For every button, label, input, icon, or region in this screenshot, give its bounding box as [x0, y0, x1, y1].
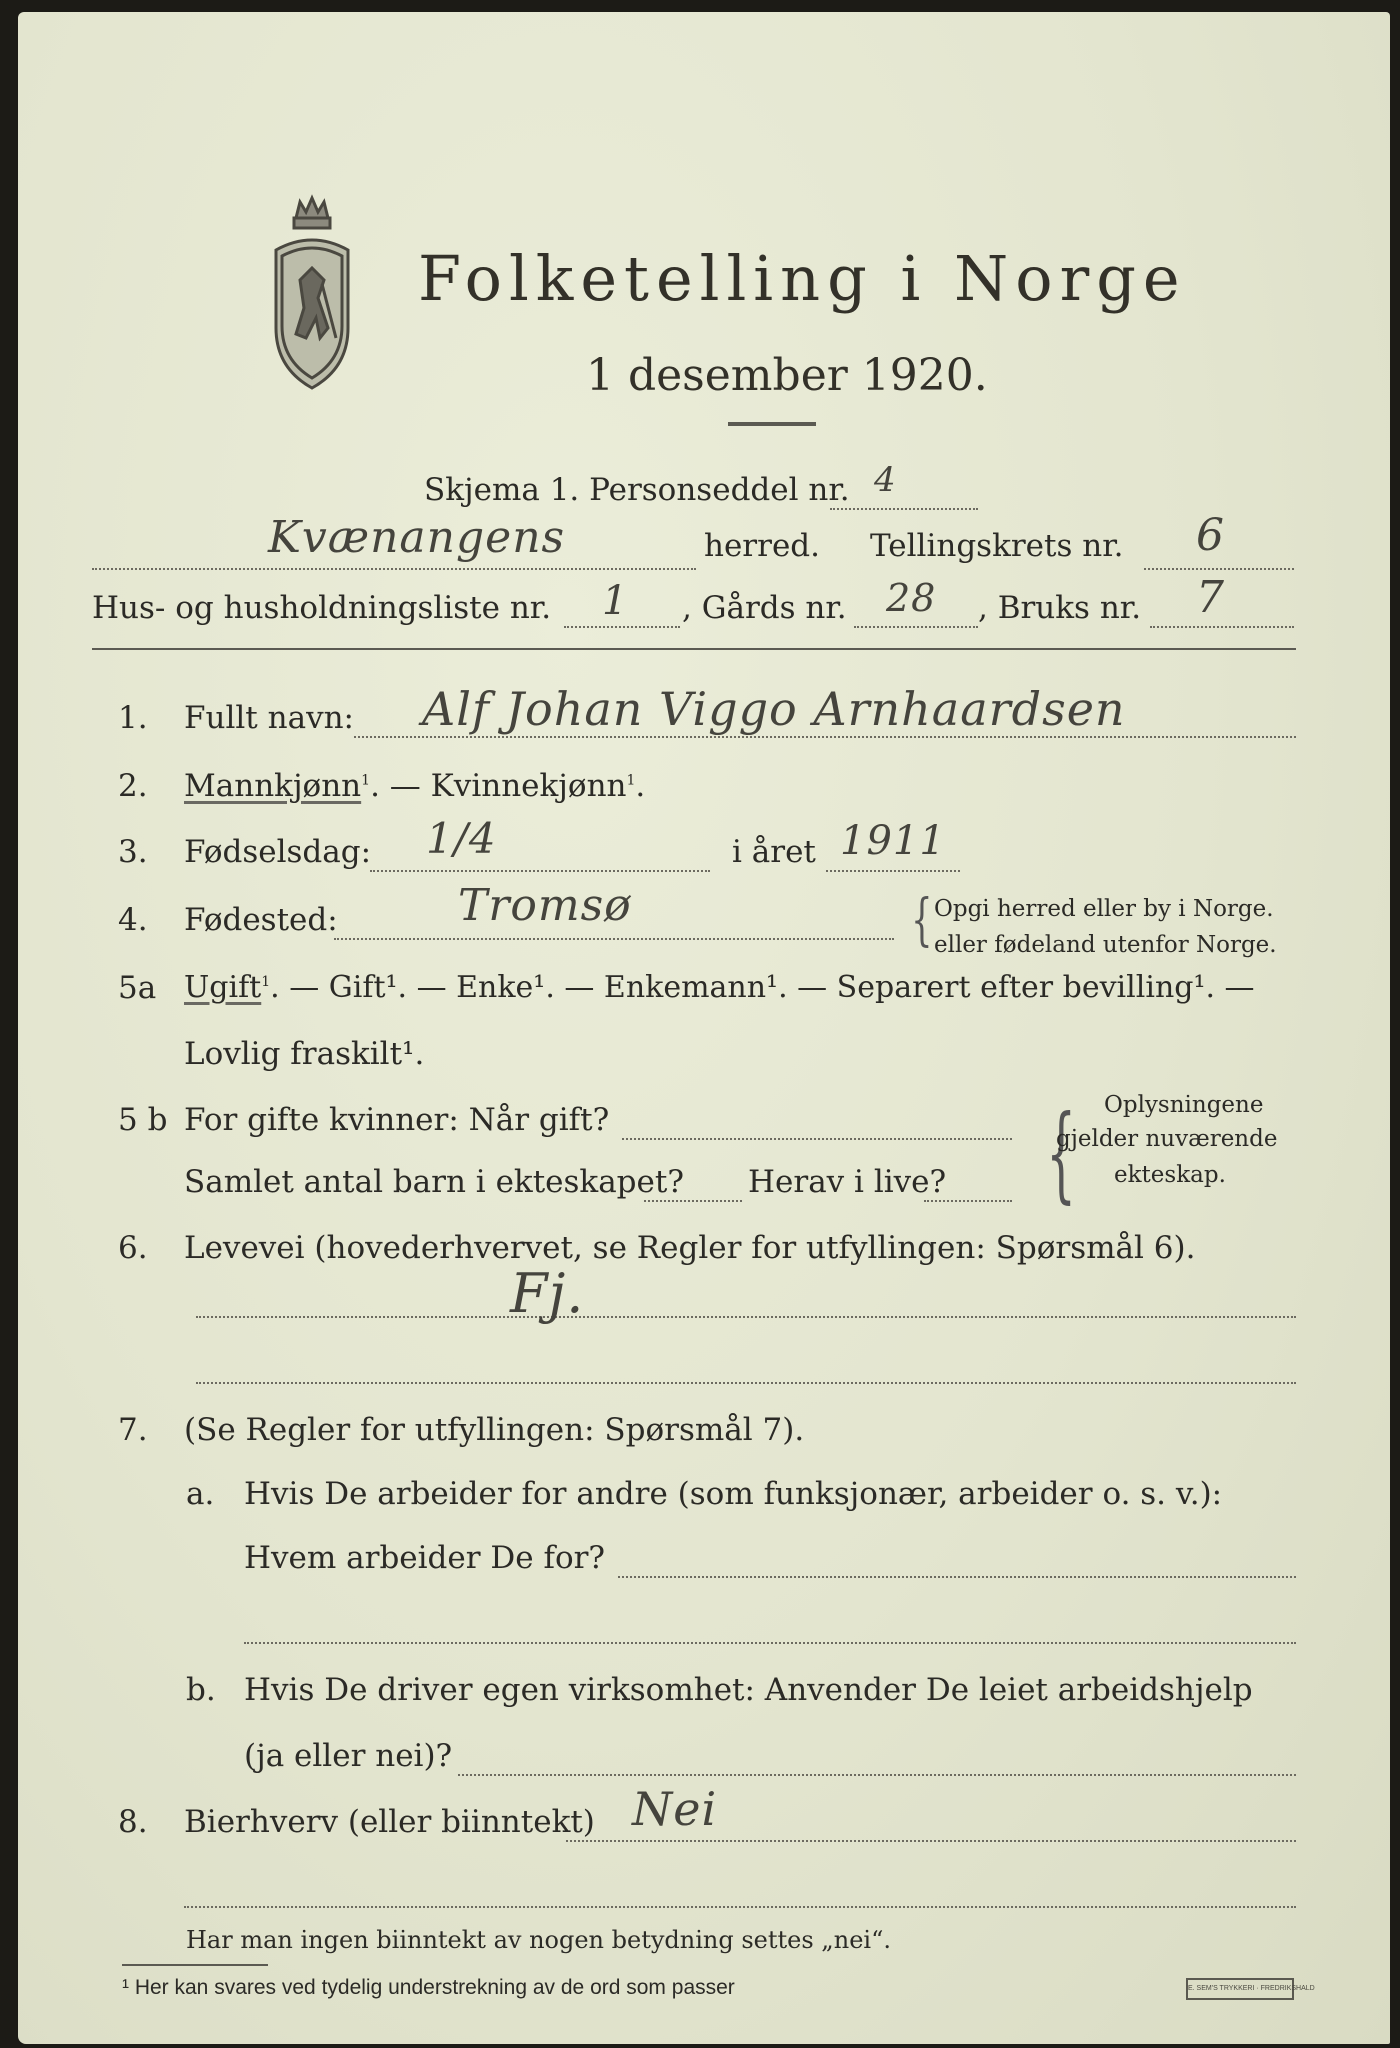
q8-dotted-line-2 [184, 1906, 1296, 1908]
q7a-dotted-line-2 [244, 1642, 1296, 1644]
footnote: ¹ Her kan svares ved tydelig understrekning av de ord som passer [122, 1976, 735, 1999]
tellingskrets-label: Tellingskrets nr. [870, 528, 1124, 564]
form-title: Folketelling i Norge [418, 242, 1187, 315]
herred-handwritten: Kvænangens [268, 512, 566, 563]
q5b-children-dotted-line [644, 1200, 742, 1202]
bruks-label: , Bruks nr. [978, 590, 1142, 626]
header-rule [92, 648, 1296, 650]
q4-dotted-line [334, 938, 894, 940]
q5b-married-label: For gifte kvinner: Når gift? [184, 1102, 610, 1138]
gards-label: , Gårds nr. [682, 590, 847, 626]
q2-female: Kvinnekjønn [430, 768, 627, 804]
footnote-rule [122, 1964, 268, 1966]
q3-year-handwritten: 1911 [840, 818, 946, 864]
herred-dotted-line [92, 568, 696, 570]
q6-number: 6. [118, 1230, 148, 1266]
q2-end: . [635, 768, 646, 804]
q6-occupation-handwritten: Fj. [510, 1262, 585, 1325]
q5b-note-line1: Oplysningene [1104, 1092, 1264, 1118]
q4-label: Fødested: [184, 902, 338, 938]
q5b-children-label: Samlet antal barn i ekteskapet? [184, 1164, 684, 1200]
q7b-dotted-line [458, 1774, 1296, 1776]
q5b-note-brace: { [1046, 1092, 1076, 1214]
q3-label: Fødselsdag: [184, 834, 372, 870]
q8-side-income-handwritten: Nei [632, 1782, 718, 1836]
q5b-note-line2: gjelder nuværende [1056, 1126, 1278, 1152]
q7a-dotted-line-1 [618, 1576, 1296, 1578]
gards-dotted-line [854, 626, 978, 628]
q5a-other-options: . — Gift¹. — Enke¹. — Enkemann¹. — Separert efter bevilling¹. — [270, 970, 1255, 1005]
q1-fullname-handwritten: Alf Johan Viggo Arnhaardsen [422, 682, 1126, 736]
bruks-handwritten: 7 [1196, 572, 1225, 623]
q7a-number: a. [186, 1476, 215, 1512]
q3-year-dotted-line [826, 870, 960, 872]
q4-note-brace: { [911, 888, 933, 953]
q5b-note-line3: ekteskap. [1114, 1162, 1226, 1188]
q8-label: Bierhverv (eller biinntekt) [184, 1804, 595, 1840]
herred-label: herred. [704, 528, 820, 564]
q2-gender-options: Mannkjønn$^1$. — Kvinnekjønn$^1$. [184, 768, 646, 804]
title-divider [728, 422, 816, 426]
q8-note: Har man ingen biinntekt av nogen betydning settes „nei“. [186, 1926, 891, 1954]
q7b-line1: Hvis De driver egen virksomhet: Anvender De leiet arbeidshjelp [244, 1672, 1253, 1708]
q6-label: Levevei (hovederhvervet, se Regler for utfyllingen: Spørsmål 6). [184, 1230, 1196, 1266]
q7a-line1: Hvis De arbeider for andre (som funksjonær, arbeider o. s. v.): [244, 1476, 1223, 1512]
q8-number: 8. [118, 1804, 148, 1840]
schema-number-handwritten: 4 [874, 460, 897, 500]
norwegian-coat-of-arms-icon [266, 188, 358, 396]
printer-stamp: E. SEM'S TRYKKERI · FREDRIKSHALD [1186, 1978, 1294, 2000]
census-date: 1 desember 1920. [586, 350, 988, 401]
q2-separator: . — [370, 768, 431, 804]
q5a-number: 5a [118, 970, 157, 1006]
q7-number: 7. [118, 1412, 148, 1448]
q1-number: 1. [118, 700, 148, 736]
household-list-label: Hus- og husholdningsliste nr. [92, 590, 552, 626]
q4-birthplace-handwritten: Tromsø [458, 880, 632, 931]
q5a-line2: Lovlig fraskilt¹. [184, 1036, 425, 1072]
q7a-line2: Hvem arbeider De for? [244, 1540, 606, 1576]
q4-number: 4. [118, 902, 148, 938]
schema-dotted-line [830, 508, 978, 510]
q4-note-line2: eller fødeland utenfor Norge. [934, 932, 1277, 958]
q4-note-line1: Opgi herred eller by i Norge. [934, 896, 1274, 922]
gards-handwritten: 28 [886, 576, 937, 620]
q6-dotted-line-2 [196, 1382, 1296, 1384]
household-list-handwritten: 1 [602, 578, 629, 624]
bruks-dotted-line [1150, 626, 1294, 628]
household-list-dotted-line [564, 626, 680, 628]
q5b-number: 5 b [118, 1102, 168, 1138]
q1-dotted-line [354, 736, 1296, 738]
q2-male-underlined: Mannkjønn [184, 768, 362, 804]
q5a-ugift-underlined: Ugift [184, 970, 262, 1005]
q3-dotted-line [370, 870, 710, 872]
q6-dotted-line-1 [196, 1316, 1296, 1318]
q3-number: 3. [118, 834, 148, 870]
q3-year-label: i året [732, 834, 816, 870]
q8-dotted-line-1 [566, 1840, 1296, 1842]
q1-label: Fullt navn: [184, 700, 354, 736]
q5b-alive-label: Herav i live? [748, 1164, 947, 1200]
q3-birthday-handwritten: 1/4 [426, 814, 497, 863]
schema-label: Skjema 1. Personseddel nr. [424, 472, 850, 508]
tellingskrets-handwritten: 6 [1196, 510, 1225, 561]
q7b-line2: (ja eller nei)? [244, 1738, 453, 1774]
tellingskrets-dotted-line [1144, 568, 1294, 570]
q5b-married-dotted-line [622, 1138, 1012, 1140]
q7-label: (Se Regler for utfyllingen: Spørsmål 7). [184, 1412, 805, 1448]
q5a-status-options: Ugift$^1$. — Gift¹. — Enke¹. — Enkemann¹. — Separert efter bevilling¹. — [184, 970, 1255, 1005]
census-form-sheet [18, 12, 1390, 2044]
q5b-alive-dotted-line [924, 1200, 1012, 1202]
q7b-number: b. [186, 1672, 216, 1708]
q2-number: 2. [118, 768, 148, 804]
